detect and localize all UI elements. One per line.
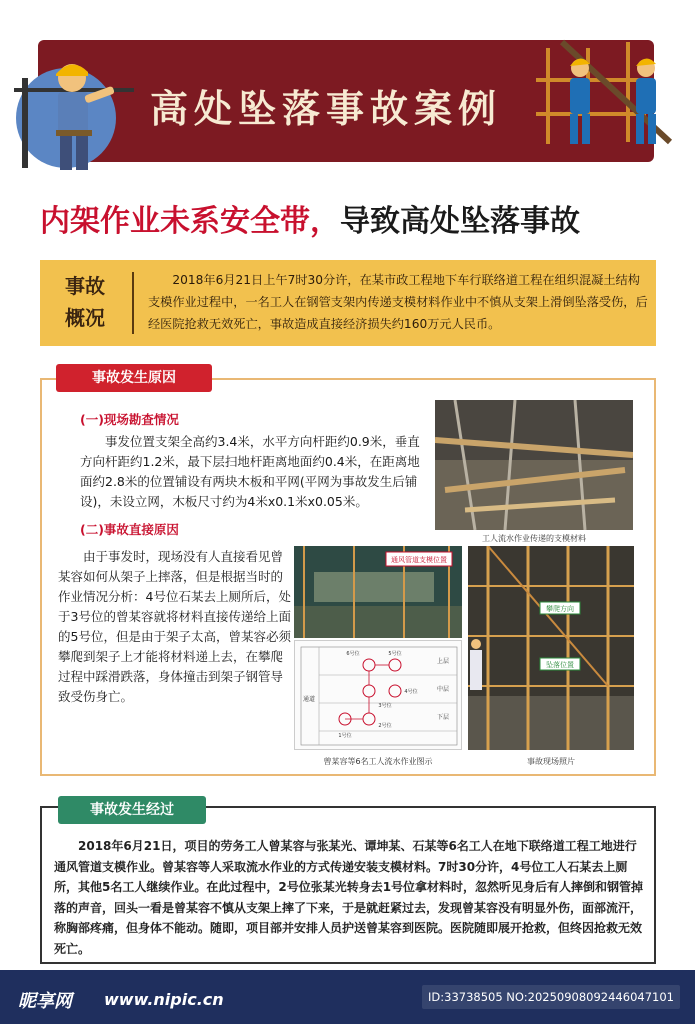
workflow-diagram-graphic [295, 641, 463, 751]
footer-id: ID:33738505 NO:20250908092446047101 [422, 985, 680, 1009]
site-survey-paragraph: 事发位置支架全高约3.4米，水平方向杆距约0.9米，垂直方向杆距约1.2米，最下层扫地杆距离地面约0.4米，在距离地面约2.8米的位置铺设有两块木板和平网(平网为事故发生后铺设)，未设立网，木板尺寸约为4米x0.1米x0.05米。 [80, 434, 420, 509]
site-survey-subtitle: (一)现场勘查情况 [80, 412, 179, 427]
diagram-label-lower: 下层 [436, 714, 450, 721]
process-tag: 事故发生经过 [58, 796, 206, 824]
diagram-label-pos4: 4号位 [404, 689, 418, 695]
climb-direction-label: 攀爬方向 [546, 605, 574, 613]
diagram-label-pos3: 3号位 [378, 703, 392, 709]
photo1-caption: 工人流水作业传递的支模材料 [482, 534, 586, 543]
direct-cause-paragraph: 由于事发时，现场没有人直接看见曾某容如何从架子上摔落，但是根据当时的作业情况分析：4号位石某去上厕所后，处于3号位的曾某容就将材料直接传递给上面的5号位，但是由于架子太高，曾某容必须攀爬到架子上才能将材料递上去，在攀爬过程中踩滑跌落，身体撞击到架子钢管导致受伤身亡。 [58, 549, 291, 704]
accident-scene-photo [468, 546, 634, 750]
scene-photo-caption: 事故现场照片 [527, 757, 575, 766]
process-text: 2018年6月21日，项目的劳务工人曾某容与张某光、谭坤某、石某等6名工人在地下联络道工程工地进行通风管道支模作业。曾某容等人采取流水作业的方式传递安装支模材料。7时30分许，4号位工人石某去上厕所，其他5名工人继续作业。在此过程中，2号位张某光转身去1号位拿材料时，忽然听见身后有人摔倒和钢管掉落的声音，回头一看是曾某容不慎从支架上摔了下来，于是就赶紧过去，发现曾某容没有明显外伤，面部流汗，称胸部疼痛，但身体不能动。随即，项目部并安排人员护送曾某容到医院。医院随即展开抢救，但终因抢救无效死亡。 [54, 839, 644, 956]
ventilation-duct-photo [294, 546, 462, 638]
diagram-label-pos2: 2号位 [378, 723, 392, 729]
banner-title: 高处坠落事故案例 [150, 86, 503, 131]
cause-tag: 事故发生原因 [56, 364, 212, 392]
worker-climbing-illustration [14, 48, 134, 174]
direct-cause-subtitle: (二)事故直接原因 [80, 522, 179, 537]
overview-divider [132, 272, 134, 334]
headline-red-part: 内架作业未系安全带， [40, 204, 340, 239]
diagram-label-passage: 通道 [302, 696, 316, 703]
diagram-label-upper: 上层 [436, 658, 450, 665]
workers-carrying-pipe-illustration [526, 38, 686, 156]
diagram-label-pos5: 5号位 [388, 651, 402, 657]
diagram-label-pos1: 1号位 [338, 733, 352, 739]
overview-text: 2018年6月21日上午7时30分许，在某市政工程地下车行联络道工程在组织混凝土结构支模作业过程中，一名工人在钢管支架内传递支模材料作业中不慎从支架上滑倒坠落受伤，后经医院抢救无效死亡，事故造成直接经济损失约160万元人民币。 [148, 273, 648, 331]
diagram-caption: 曾某容等6名工人流水作业图示 [323, 757, 433, 766]
footer-logo[interactable]: 昵享网 [18, 991, 72, 1012]
support-materials-photo [435, 400, 633, 530]
duct-position-label: 通风管道支模位置 [391, 556, 447, 564]
diagram-label-middle: 中层 [436, 686, 450, 693]
workflow-diagram [294, 640, 462, 750]
headline-dark-part: 导致高处坠落事故 [340, 204, 580, 239]
fall-position-label: 坠落位置 [546, 661, 574, 669]
accident-headline [40, 196, 580, 240]
overview-box [40, 260, 656, 346]
overview-label-line2: 概况 [65, 306, 105, 330]
overview-label [50, 270, 120, 334]
footer-url[interactable]: www.nipic.cn [104, 990, 224, 1009]
overview-label-line1: 事故 [65, 274, 105, 298]
diagram-label-pos6: 6号位 [346, 651, 360, 657]
